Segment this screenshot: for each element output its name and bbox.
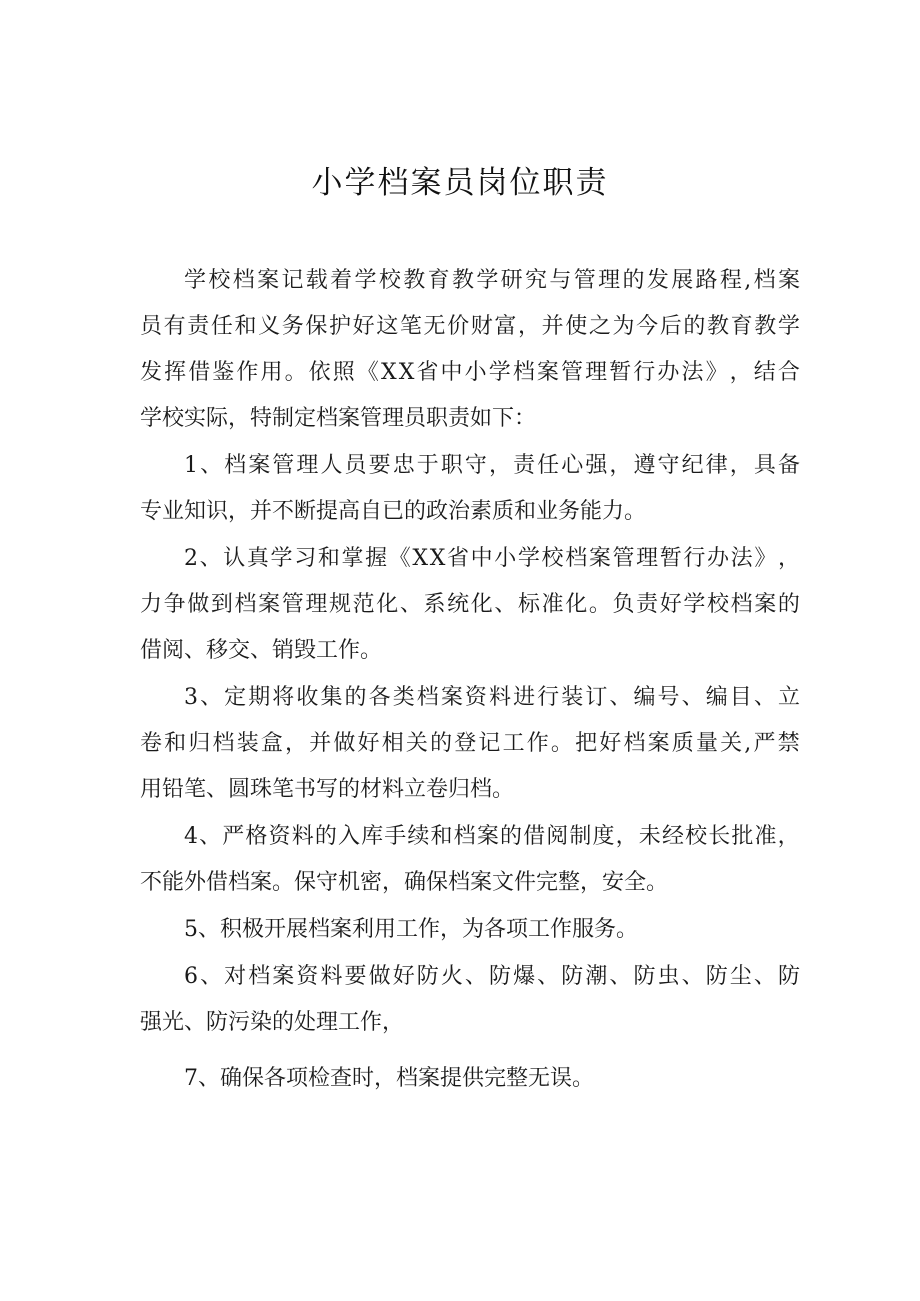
text-line: 6 、 对 档 案 资 料 要 做 好 防 火 、 防 爆 、 防 潮 、 防 虫 、 防 尘 、 防 <box>184 964 800 989</box>
page-title: 小学档案员岗位职责 <box>311 165 609 201</box>
text-line: 强光、防污染的处理工作， <box>140 1010 405 1035</box>
text-line: 学 校 档 案 记 载 着 学 校 教 育 教 学 研 究 与 管 理 的 发 展 路 程 , 档 案 <box>184 268 800 293</box>
document-body <box>140 258 800 1102</box>
text-line: 7、确保各项检查时，档案提供完整无误。 <box>184 1066 594 1091</box>
text-line: 不能外借档案。保守机密，确保档案文件完整，安全。 <box>140 870 669 895</box>
text-line: 力 争 做 到 档 案 管 理 规 范 化 、 系 统 化 、 标 准 化 。 负 责 好 学 校 档 案 的 <box>140 592 800 617</box>
text-line: 用铅笔、圆珠笔书写的材料立卷归档。 <box>140 777 515 802</box>
text-line: 1 、 档 案 管 理 人 员 要 忠 于 职 守 ， 责 任 心 强 ， 遵 守 纪 律 ， 具 备 <box>184 453 800 478</box>
text-line: 3 、 定 期 将 收 集 的 各 类 档 案 资 料 进 行 装 订 、 编 号 、 编 目 、 立 <box>184 685 800 710</box>
text-line: 2 、 认 真 学 习 和 掌 握 《 X X 省 中 小 学 校 档 案 管 理 暂 行 办 法 》 ， <box>184 546 800 571</box>
text-line: 专业知识，并不断提高自已的政治素质和业务能力。 <box>140 499 647 524</box>
text-line: 5、积极开展档案利用工作，为各项工作服务。 <box>184 917 638 942</box>
text-line: 发 挥 借 鉴 作 用 。 依 照 《 X X 省 中 小 学 档 案 管 理 暂 行 办 法 》 ， 结 合 <box>140 360 800 385</box>
text-line: 4 、 严 格 资 料 的 入 库 手 续 和 档 案 的 借 阅 制 度 ， 未 经 校 长 批 准 ， <box>184 824 800 849</box>
text-line: 借阅、移交、销毁工作。 <box>140 638 383 663</box>
text-line: 学校实际，特制定档案管理员职责如下： <box>140 406 537 431</box>
text-line: 员 有 责 任 和 义 务 保 护 好 这 笔 无 价 财 富 ， 并 使 之 为 今 后 的 教 育 教 学 <box>140 314 800 339</box>
text-line: 卷 和 归 档 装 盒 ， 并 做 好 相 关 的 登 记 工 作 。 把 好 档 案 质 量 关 , 严 禁 <box>140 731 800 756</box>
